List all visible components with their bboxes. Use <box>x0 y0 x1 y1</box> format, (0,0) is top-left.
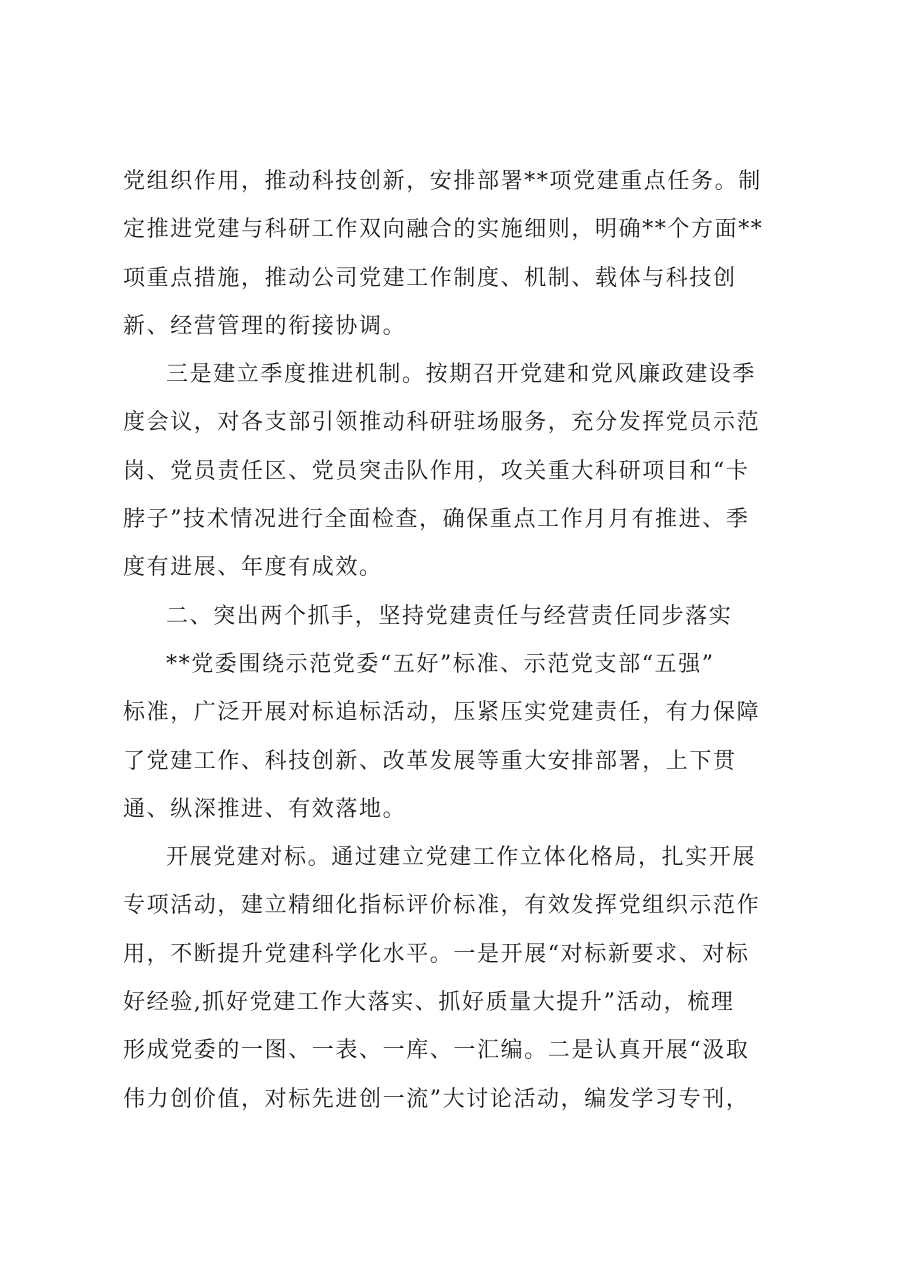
text-line: 标准，广泛开展对标追标活动，压紧压实党建责任，有力保障 <box>123 700 761 726</box>
paragraph-start-line: **党委围绕示范党委“五好”标准、示范党支部“五强” <box>166 651 715 677</box>
text-line: 项重点措施，推动公司党建工作制度、机制、载体与科技创 <box>123 265 737 291</box>
section-heading: 二、突出两个抓手，坚持党建责任与经营责任同步落实 <box>166 603 733 629</box>
text-line: 度会议，对各支部引领推动科研驻场服务，充分发挥党员示范 <box>123 410 761 436</box>
text-line: 岗、党员责任区、党员突击队作用，攻关重大科研项目和“卡 <box>123 458 750 484</box>
text-line: 通、纵深推进、有效落地。 <box>123 796 407 822</box>
text-line: 用，不断提升党建科学化水平。一是开展“对标新要求、对标 <box>123 941 750 967</box>
text-line: 专项活动，建立精细化指标评价标准，有效发挥党组织示范作 <box>123 893 761 919</box>
text-line: 形成党委的一图、一表、一库、一汇编。二是认真开展“汲取 <box>123 1038 750 1064</box>
text-line: 了党建工作、科技创新、改革发展等重大安排部署，上下贯 <box>123 748 737 774</box>
text-line: 新、经营管理的衔接协调。 <box>123 313 407 339</box>
text-line: 脖子”技术情况进行全面检查，确保重点工作月月有推进、季 <box>123 507 750 533</box>
paragraph-start-line: 开展党建对标。通过建立党建工作立体化格局，扎实开展 <box>166 845 757 871</box>
text-line: 定推进党建与科研工作双向融合的实施细则，明确**个方面** <box>123 217 764 243</box>
paragraph-start-line: 三是建立季度推进机制。按期召开党建和党风廉政建设季 <box>166 362 757 388</box>
text-line: 度有进展、年度有成效。 <box>123 555 383 581</box>
text-line: 伟力创价值，对标先进创一流”大讨论活动，编发学习专刊， <box>123 1086 750 1112</box>
text-line: 好经验,抓好党建工作大落实、抓好质量大提升”活动，梳理 <box>123 990 735 1016</box>
text-line: 党组织作用，推动科技创新，安排部署**项党建重点任务。制 <box>123 169 762 194</box>
document-body <box>123 158 791 1124</box>
